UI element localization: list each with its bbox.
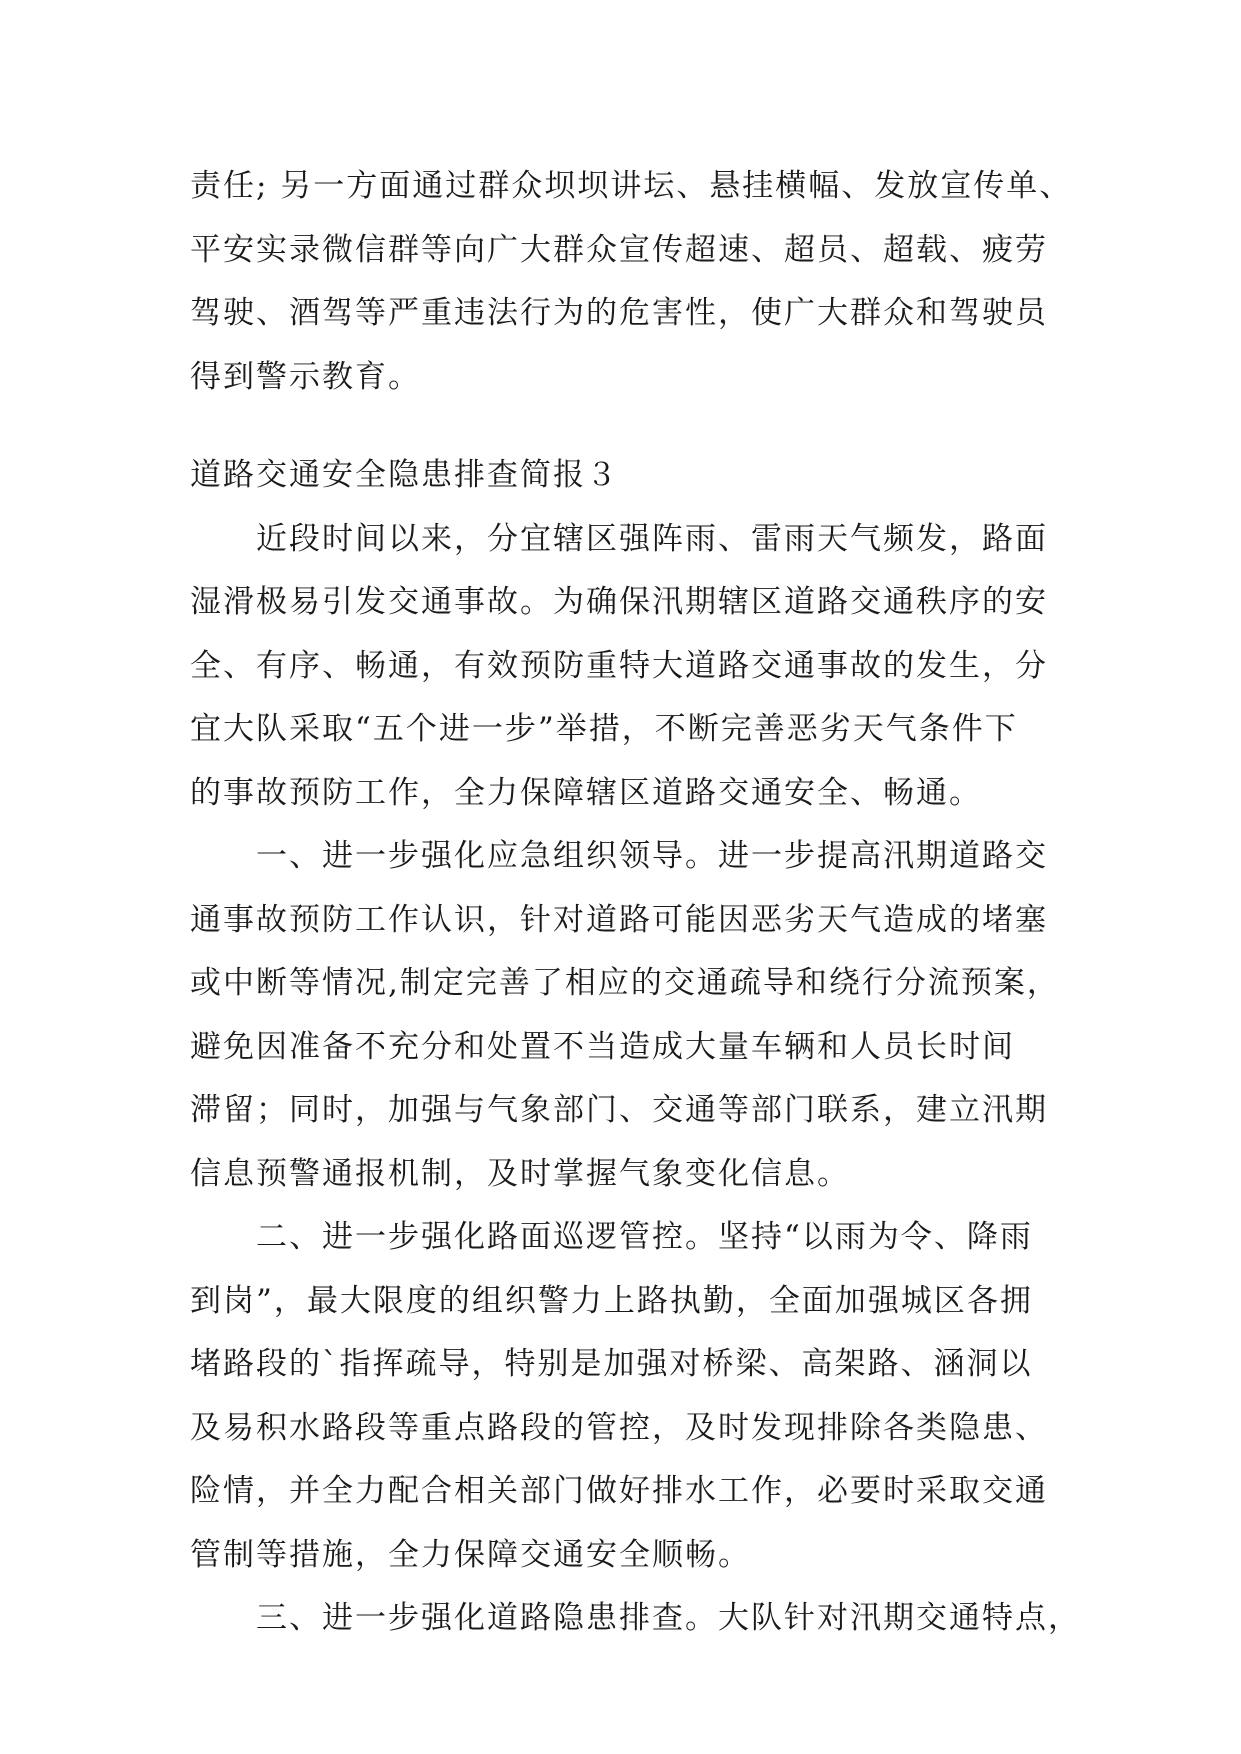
text-line: 责任; 另一方面通过群众坝坝讲坛、悬挂横幅、发放宣传单、 [190,168,1073,204]
section-body [190,444,1081,1651]
text-line: 及易积水路段等重点路段的管控，及时发现排除各类隐患、 [190,1409,1048,1446]
text-line: 的事故预防工作，全力保障辖区道路交通安全、畅通。 [190,774,982,811]
text-line: 湿滑极易引发交通事故。为确保汛期辖区道路交通秩序的安 [190,584,1048,620]
text-line: 管制等措施，全力保障交通安全顺畅。 [190,1536,751,1573]
text-line: 或中断等情况,制定完善了相应的交通疏导和绕行分流预案， [190,965,1060,1001]
paragraph-intro [190,508,1050,826]
text-line: 通事故预防工作认识，针对道路可能因恶劣天气造成的堵塞 [190,901,1048,938]
paragraph-two [190,1206,1050,1587]
text-line: 得到警示教育。 [190,358,421,395]
text-line: 信息预警通报机制，及时掌握气象变化信息。 [190,1155,850,1192]
continuation-paragraph [190,155,1073,409]
text-line: 到岗”，最大限度的组织警力上路执勤，全面加强城区各拥 [190,1282,1033,1319]
paragraph-three [190,1587,1081,1651]
text-line: 堵路段的`指挥疏导，特别是加强对桥梁、高架路、涵洞以 [190,1346,1033,1382]
text-line: 全、有序、畅通，有效预防重特大道路交通事故的发生，分 [190,647,1048,684]
text-line: 近段时间以来，分宜辖区强阵雨、雷雨天气频发，路面 [256,520,1048,557]
text-line: 驾驶、酒驾等严重违法行为的危害性，使广大群众和驾驶员 [190,295,1048,331]
section-title: 道路交通安全隐患排查简报３ [190,457,619,493]
text-line: 平安实录微信群等向广大群众宣传超速、超员、超载、疲劳 [190,231,1048,268]
text-line: 三、进一步强化道路隐患排查。大队针对汛期交通特点， [256,1600,1081,1636]
text-line: 险情，并全力配合相关部门做好排水工作，必要时采取交通 [190,1473,1048,1509]
text-line: 一、进一步强化应急组织领导。进一步提高汛期道路交 [256,838,1048,874]
text-line: 避免因准备不充分和处置不当造成大量车辆和人员长时间 [190,1028,1015,1065]
text-line: 二、进一步强化路面巡逻管控。坚持“以雨为令、降雨 [256,1219,1033,1255]
text-line: 宜大队采取“五个进一步”举措，不断完善恶劣天气条件下 [190,711,1018,747]
paragraph-one [190,825,1060,1206]
text-line: 滞留；同时，加强与气象部门、交通等部门联系，建立汛期 [190,1092,1048,1128]
